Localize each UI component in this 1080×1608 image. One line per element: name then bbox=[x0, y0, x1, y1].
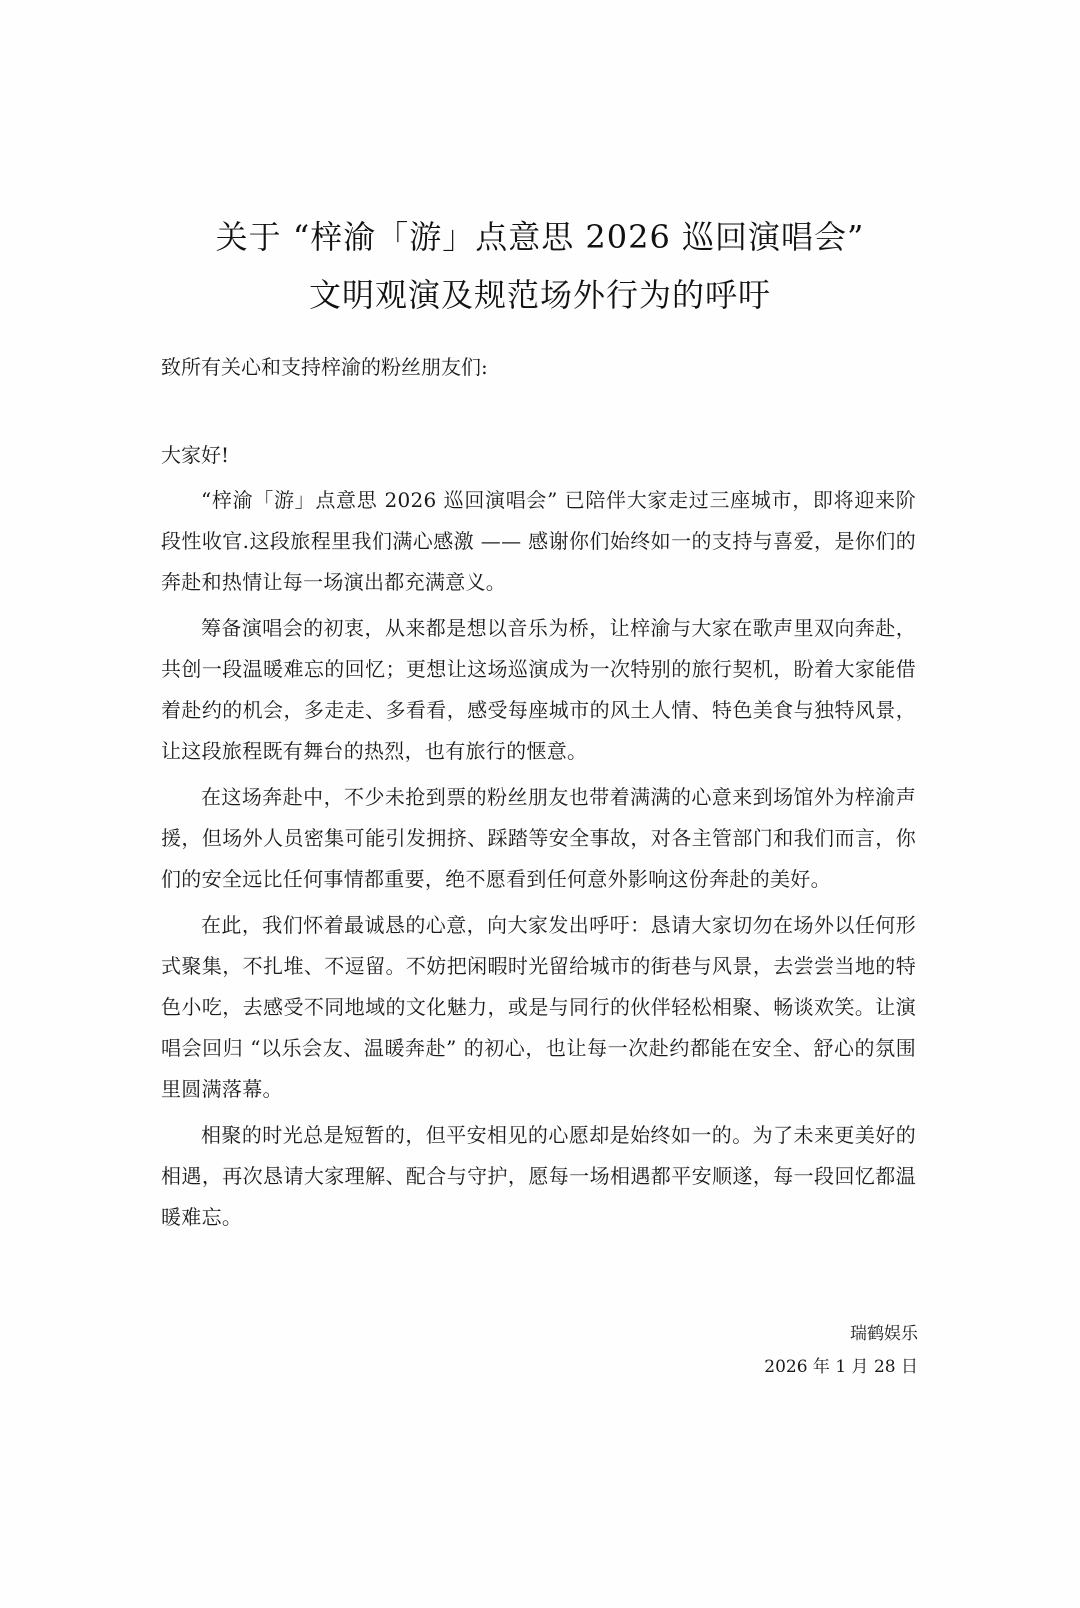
signature-organization: 瑞鹤娱乐 bbox=[850, 1324, 918, 1344]
document-title bbox=[0, 208, 1080, 324]
paragraph: 筹备演唱会的初衷，从来都是想以音乐为桥，让梓渝与大家在歌声里双向奔赴，共创一段温暖难忘的回忆；更想让这场巡演成为一次特别的旅行契机，盼着大家能借着赴约的机会，多走走、多看看，感受每座城市的风土人情、特色美食与独特风景，让这段旅程既有舞台的热烈，也有旅行的惬意。 bbox=[161, 616, 916, 763]
title-line-1: 关于 “梓渝「游」点意思 2026 巡回演唱会” bbox=[215, 218, 865, 256]
letter-body bbox=[161, 480, 916, 1243]
paragraph: 在这场奔赴中，不少未抢到票的粉丝朋友也带着满满的心意来到场馆外为梓渝声援，但场外人员密集可能引发拥挤、踩踏等安全事故，对各主管部门和我们而言，你们的安全远比任何事情都重要，绝不愿看到任何意外影响这份奔赴的美好。 bbox=[161, 785, 916, 891]
paragraph: 相聚的时光总是短暂的，但平安相见的心愿却是始终如一的。为了未来更美好的相遇，再次恳请大家理解、配合与守护，愿每一场相遇都平安顺遂，每一段回忆都温暖难忘。 bbox=[161, 1123, 916, 1229]
paragraph: 在此，我们怀着最诚恳的心意，向大家发出呼吁：恳请大家切勿在场外以任何形式聚集，不扎堆、不逗留。不妨把闲暇时光留给城市的街巷与风景，去尝尝当地的特色小吃，去感受不同地域的文化魅力，或是与同行的伙伴轻松相聚、畅谈欢笑。让演唱会回归 “以乐会友、温暖奔赴” 的初心，也让每一次赴约都能在安全、舒心的氛围里圆满落幕。 bbox=[161, 913, 916, 1101]
signature-block bbox=[764, 1318, 918, 1384]
signature-date: 2026 年 1 月 28 日 bbox=[764, 1357, 918, 1377]
greeting: 大家好! bbox=[161, 443, 230, 467]
salutation: 致所有关心和支持梓渝的粉丝朋友们: bbox=[161, 355, 488, 379]
paragraph: “梓渝「游」点意思 2026 巡回演唱会” 已陪伴大家走过三座城市，即将迎来阶段性收官.这段旅程里我们满心感激 —— 感谢你们始终如一的支持与喜爱，是你们的奔赴和热情让每一场演出都充满意义。 bbox=[161, 488, 916, 594]
title-line-2: 文明观演及规范场外行为的呼吁 bbox=[308, 276, 771, 314]
